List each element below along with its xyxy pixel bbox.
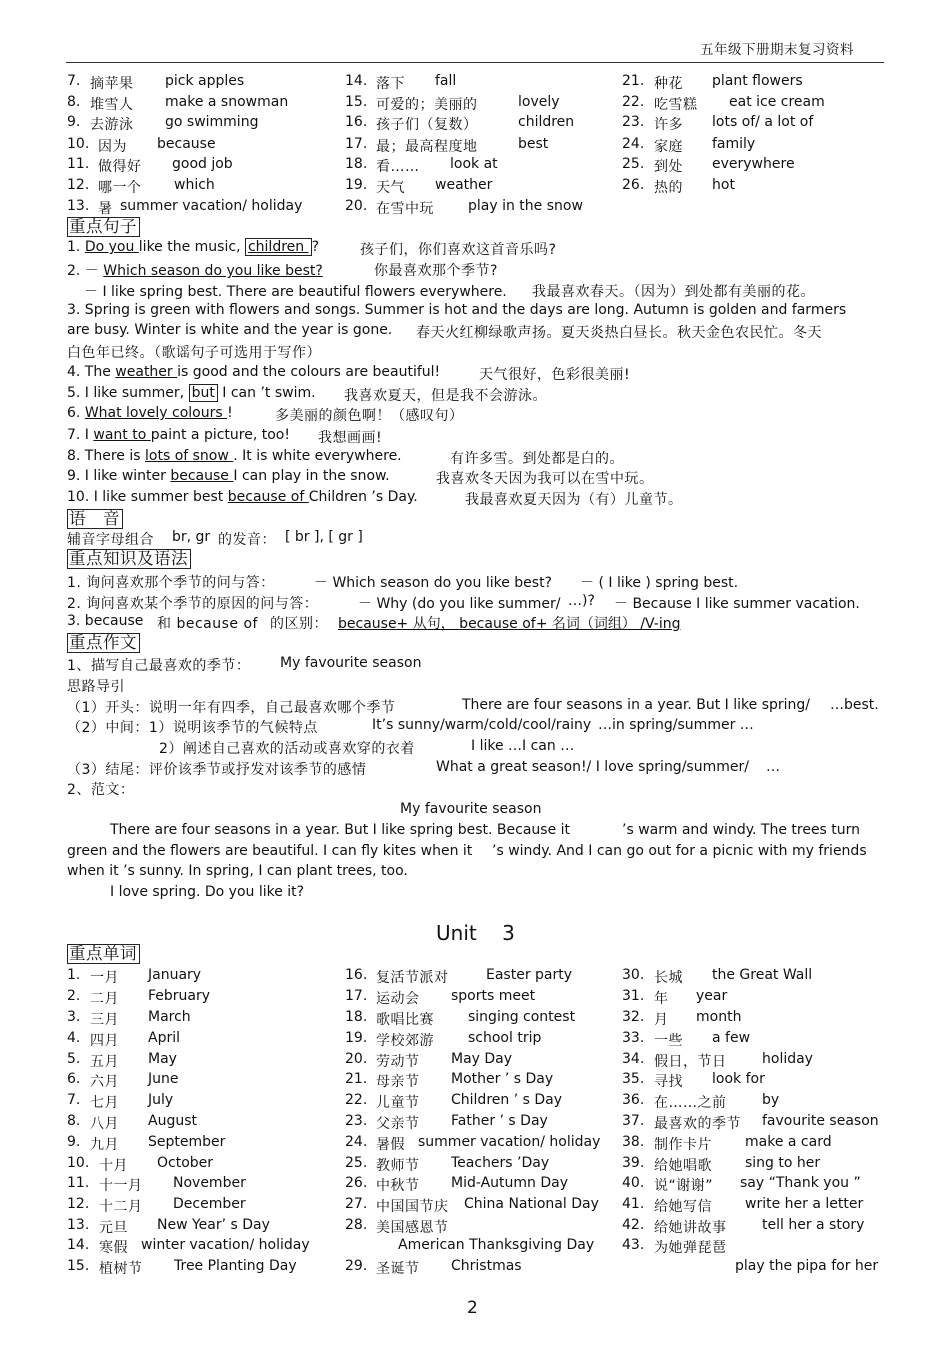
sentence-6-translation: 多美丽的颜色啊！（感叹句） xyxy=(275,408,464,424)
list-item-number: 42. xyxy=(622,1217,645,1233)
list-item-number: 27. xyxy=(345,1196,368,1212)
list-item-chinese: 中国国节庆 xyxy=(376,1199,449,1215)
list-item-chinese: 月 xyxy=(654,1012,669,1028)
blank-answer: but xyxy=(189,384,218,402)
list-item-chinese: 落下 xyxy=(376,76,405,92)
writing-task-label: 1、描写自己最喜欢的季节： xyxy=(67,658,251,674)
list-item-number: 16. xyxy=(345,967,368,983)
list-item-chinese: 家庭 xyxy=(654,139,683,155)
list-item-english: summer vacation/ holiday xyxy=(418,1134,601,1150)
sentence-2-answer: － I like spring best. There are beautiful flowers everywhere. xyxy=(84,284,507,300)
list-item-english: lots of/ a lot of xyxy=(712,114,814,130)
list-item-number: 2. xyxy=(67,988,81,1004)
list-item-number: 3. xyxy=(67,1009,81,1025)
list-item-chinese: 看…… xyxy=(376,159,420,175)
list-item-number: 14. xyxy=(67,1237,90,1253)
list-item-chinese: 中秋节 xyxy=(376,1178,420,1194)
list-item-english: February xyxy=(148,988,211,1004)
sentence-2-answer-translation: 我最喜欢春天。（因为）到处都有美丽的花。 xyxy=(532,284,815,300)
list-item-number: 24. xyxy=(622,136,645,152)
list-item-number: 6. xyxy=(67,1071,81,1087)
list-item-chinese: 长城 xyxy=(654,970,683,986)
list-item-english: summer vacation/ holiday xyxy=(120,198,303,214)
text: 1. xyxy=(67,239,85,255)
list-item-english: winter vacation/ holiday xyxy=(141,1237,310,1253)
sentence-2-translation: 你最喜欢那个季节? xyxy=(374,263,498,279)
text: like the music, xyxy=(138,239,245,255)
sentence-2 xyxy=(67,260,363,280)
sentence-3-translation: 春天火红柳绿歌声扬。夏天炎热白昼长。秋天金色农民忙。冬天 xyxy=(416,325,822,341)
list-item-english: New Year’ s Day xyxy=(157,1217,270,1233)
text: 4. The xyxy=(67,364,116,380)
list-item-number: 10. xyxy=(67,1155,90,1171)
list-item-number: 16. xyxy=(345,114,368,130)
list-item-chinese: 八月 xyxy=(90,1116,119,1132)
list-item-number: 40. xyxy=(622,1175,645,1191)
phonics-label: 的发音： xyxy=(218,532,276,548)
list-item-number: 7. xyxy=(67,1092,81,1108)
list-item-chinese: 元旦 xyxy=(99,1220,128,1236)
list-item-number: 19. xyxy=(345,177,368,193)
list-item-english: sing to her xyxy=(745,1155,821,1171)
list-item-chinese: 五月 xyxy=(90,1054,119,1070)
list-item-number: 26. xyxy=(622,177,645,193)
page-number: 2 xyxy=(467,1298,478,1318)
list-item-chinese: 四月 xyxy=(90,1033,119,1049)
grammar-item-1-answer: － ( I like ) spring best. xyxy=(580,575,739,591)
sentence-3-line1: 3. Spring is green with flowers and songs. Summer is hot and the days are long. Autumn is golden and farmers xyxy=(67,302,847,318)
list-item-chinese: 歌唱比赛 xyxy=(376,1012,434,1028)
list-item-chinese: 寻找 xyxy=(654,1074,683,1090)
sentence-10 xyxy=(67,489,418,505)
list-item-english: March xyxy=(148,1009,191,1025)
list-item-english: Children ’ s Day xyxy=(451,1092,562,1108)
list-item-english: Christmas xyxy=(451,1258,522,1274)
sentence-6 xyxy=(67,405,233,421)
list-item-number: 14. xyxy=(345,73,368,89)
list-item-english: hot xyxy=(712,177,735,193)
list-item-chinese: 运动会 xyxy=(376,991,420,1007)
list-item-number: 11. xyxy=(67,1175,90,1191)
list-item-chinese: 天气 xyxy=(376,180,405,196)
list-item-english: good job xyxy=(172,156,233,172)
writing-guide-example: … xyxy=(766,759,780,775)
list-item-chinese: 做得好 xyxy=(98,159,142,175)
model-essay-label: 2、范文： xyxy=(67,782,135,798)
sentence-8-translation: 有许多雪。到处都是白的。 xyxy=(450,451,624,467)
list-item-chinese: 摘苹果 xyxy=(90,76,134,92)
writing-guide-label: 思路导引 xyxy=(67,679,125,695)
list-item-english: lovely xyxy=(518,94,560,110)
writing-guide-step: （1）开头：说明一年有四季，自己最喜欢哪个季节 xyxy=(67,700,396,716)
sentence-5 xyxy=(67,385,316,401)
list-item-english: write her a letter xyxy=(745,1196,864,1212)
sentence-9-translation: 我喜欢冬天因为我可以在雪中玩。 xyxy=(436,471,654,487)
grammar-item-1-question: － Which season do you like best? xyxy=(314,575,552,591)
list-item-english: children xyxy=(518,114,575,130)
text: ? xyxy=(311,239,320,255)
list-item-chinese: 年 xyxy=(654,991,669,1007)
list-item-chinese: 九月 xyxy=(90,1137,119,1153)
list-item-chinese: 许多 xyxy=(654,117,683,133)
list-item-chinese: 圣诞节 xyxy=(376,1261,420,1277)
list-item-chinese: 可爱的；美丽的 xyxy=(376,97,478,113)
list-item-english: pick apples xyxy=(165,73,245,89)
sentence-4 xyxy=(67,364,440,380)
sentence-8 xyxy=(67,448,402,464)
list-item-english: make a snowman xyxy=(165,94,289,110)
writing-guide-example: …in spring/summer … xyxy=(598,717,754,733)
list-item-number: 19. xyxy=(345,1030,368,1046)
list-item-english: Teachers ’Day xyxy=(451,1155,550,1171)
text: I can ’t swim. xyxy=(217,385,316,401)
sentence-1 xyxy=(67,239,319,255)
list-item-number: 5. xyxy=(67,1051,81,1067)
sentence-3-line2: are busy. Winter is white and the year is gone. xyxy=(67,322,393,338)
model-essay-text: ’s windy. And I can go out for a picnic with my friends xyxy=(492,843,867,859)
list-item-english: the Great Wall xyxy=(712,967,813,983)
text: 10. I like summer best xyxy=(67,489,228,505)
list-item-chinese: 制作卡片 xyxy=(654,1137,712,1153)
list-item-number: 4. xyxy=(67,1030,81,1046)
list-item-english: say “Thank you ” xyxy=(740,1175,861,1191)
list-item-number: 23. xyxy=(622,114,645,130)
list-item-english: weather xyxy=(435,177,493,193)
writing-task-title: My favourite season xyxy=(280,655,422,671)
writing-guide-step: （2）中间：1）说明该季节的气候特点 xyxy=(67,720,318,736)
blank-answer: weather xyxy=(115,364,178,380)
text: is good and the colours are beautiful! xyxy=(177,364,441,380)
list-item-chinese: 堆雪人 xyxy=(90,97,134,113)
list-item-chinese: 孩子们（复数） xyxy=(376,117,478,133)
list-item-chinese: 暑假 xyxy=(376,1137,405,1153)
list-item-english: go swimming xyxy=(165,114,259,130)
writing-guide-example: What a great season!/ I love spring/summer/ xyxy=(436,759,749,775)
writing-guide-example: There are four seasons in a year. But I like spring/ xyxy=(462,697,811,713)
list-item-chinese: 儿童节 xyxy=(376,1095,420,1111)
list-item-english: holiday xyxy=(762,1051,813,1067)
list-item-chinese: 教师节 xyxy=(376,1158,420,1174)
text: 9. I like winter xyxy=(67,468,171,484)
grammar-item-2-question: － Why (do you like summer/ xyxy=(358,596,561,612)
blank-answer: because xyxy=(170,468,234,484)
list-item-english: singing contest xyxy=(468,1009,576,1025)
text: 7. I xyxy=(67,427,94,443)
model-essay-text: ’s warm and windy. The trees turn xyxy=(622,822,861,838)
list-item-english: May Day xyxy=(451,1051,513,1067)
list-item-number: 8. xyxy=(67,1113,81,1129)
sentence-4-translation: 天气很好，色彩很美丽! xyxy=(479,367,631,383)
list-item-english: plant flowers xyxy=(712,73,803,89)
list-item-chinese: 美国感恩节 xyxy=(376,1220,449,1236)
list-item-number: 38. xyxy=(622,1134,645,1150)
grammar-item-3-label: 3. because xyxy=(67,613,144,629)
list-item-chinese: 十二月 xyxy=(99,1199,143,1215)
list-item-english: fall xyxy=(435,73,457,89)
list-item-chinese: 二月 xyxy=(90,991,119,1007)
list-item-english: by xyxy=(762,1092,780,1108)
list-item-number: 24. xyxy=(345,1134,368,1150)
list-item-number: 35. xyxy=(622,1071,645,1087)
list-item-chinese: 一月 xyxy=(90,970,119,986)
list-item-number: 25. xyxy=(345,1155,368,1171)
list-item-english: school trip xyxy=(468,1030,542,1046)
phonics-sounds: [ br ], [ gr ] xyxy=(285,529,363,545)
list-item-chinese: 六月 xyxy=(90,1074,119,1090)
writing-guide-step: （3）结尾：评价该季节或抒发对该季节的感情 xyxy=(67,762,367,778)
list-item-english: best xyxy=(518,136,549,152)
list-item-chinese: 为她弹琵琶 xyxy=(654,1240,727,1256)
writing-guide-example: …best. xyxy=(830,697,879,713)
text: 6. xyxy=(67,405,85,421)
list-item-chinese: 在……之前 xyxy=(654,1095,727,1111)
model-essay-text: There are four seasons in a year. But I like spring best. Because it xyxy=(110,822,571,838)
list-item-chinese: 最；最高程度地 xyxy=(376,139,478,155)
list-item-english: June xyxy=(148,1071,179,1087)
list-item-english: May xyxy=(148,1051,177,1067)
text: 8. There is xyxy=(67,448,145,464)
list-item-number: 22. xyxy=(345,1092,368,1108)
grammar-item-3-label: 和 because of xyxy=(157,616,258,632)
section-heading-words: 重点单词 xyxy=(67,944,140,964)
section-heading-grammar: 重点知识及语法 xyxy=(67,549,191,569)
text: I can play in the snow. xyxy=(233,468,390,484)
list-item-english: family xyxy=(712,136,756,152)
text: Children ’s Day. xyxy=(308,489,418,505)
list-item-english: make a card xyxy=(745,1134,832,1150)
list-item-chinese: 三月 xyxy=(90,1012,119,1028)
list-item-english: October xyxy=(157,1155,214,1171)
text: 2. － xyxy=(67,263,104,279)
text: 5. I like summer, xyxy=(67,385,189,401)
sentence-7-translation: 我想画画! xyxy=(318,430,383,446)
header-rule xyxy=(66,62,884,63)
list-item-chinese: 说“谢谢” xyxy=(654,1178,714,1194)
list-item-english: favourite season xyxy=(762,1113,879,1129)
list-item-number: 32. xyxy=(622,1009,645,1025)
list-item-english: China National Day xyxy=(464,1196,599,1212)
list-item-english: look for xyxy=(712,1071,765,1087)
blank-answer: want to xyxy=(93,427,151,443)
list-item-chinese: 到处 xyxy=(654,159,683,175)
list-item-number: 15. xyxy=(67,1258,90,1274)
model-essay-title: My favourite season xyxy=(400,801,542,817)
list-item-chinese: 吃雪糕 xyxy=(654,97,698,113)
list-item-english: Mid-Autumn Day xyxy=(451,1175,569,1191)
sentence-1-translation: 孩子们，你们喜欢这首音乐吗? xyxy=(360,242,557,258)
sentence-7 xyxy=(67,427,290,443)
list-item-english: everywhere xyxy=(712,156,795,172)
sentence-5-translation: 我喜欢夏天，但是我不会游泳。 xyxy=(344,388,547,404)
list-item-number: 17. xyxy=(345,136,368,152)
section-heading-phonics: 语 音 xyxy=(67,509,123,529)
list-item-chinese: 一些 xyxy=(654,1033,683,1049)
sentence-3-translation-cont: 白色年已终。（歌谣句子可选用于写作） xyxy=(67,345,321,361)
blank-answer: lots of snow xyxy=(145,448,234,464)
list-item-english: January xyxy=(148,967,202,983)
list-item-chinese: 给她唱歌 xyxy=(654,1158,712,1174)
list-item-number: 43. xyxy=(622,1237,645,1253)
list-item-chinese: 热的 xyxy=(654,180,683,196)
list-item-english: look at xyxy=(450,156,498,172)
list-item-number: 21. xyxy=(622,73,645,89)
grammar-item-2-question-end: …)? xyxy=(568,593,595,609)
list-item-english: American Thanksgiving Day xyxy=(398,1237,595,1253)
list-item-english: Tree Planting Day xyxy=(174,1258,297,1274)
list-item-chinese: 十月 xyxy=(99,1158,128,1174)
list-item-number: 9. xyxy=(67,114,81,130)
list-item-chinese: 暑 xyxy=(98,201,113,217)
section-heading-writing: 重点作文 xyxy=(67,633,140,653)
list-item-english: tell her a story xyxy=(762,1217,865,1233)
list-item-english: Mother ’ s Day xyxy=(451,1071,554,1087)
list-item-chinese: 去游泳 xyxy=(90,117,134,133)
list-item-number: 12. xyxy=(67,177,90,193)
list-item-chinese: 给她讲故事 xyxy=(654,1220,727,1236)
list-item-number: 9. xyxy=(67,1134,81,1150)
list-item-number: 33. xyxy=(622,1030,645,1046)
list-item-english: which xyxy=(174,177,215,193)
list-item-chinese: 最喜欢的季节 xyxy=(654,1116,741,1132)
grammar-item-3-label: 的区别： xyxy=(270,616,328,632)
model-essay-text: I love spring. Do you like it? xyxy=(110,884,305,900)
list-item-number: 17. xyxy=(345,988,368,1004)
list-item-number: 13. xyxy=(67,198,90,214)
list-item-chinese: 父亲节 xyxy=(376,1116,420,1132)
writing-guide-example: I like …I can … xyxy=(471,738,575,754)
list-item-english: a few xyxy=(712,1030,751,1046)
list-item-number: 25. xyxy=(622,156,645,172)
phonics-letters: br, gr xyxy=(172,529,211,545)
blank-answer: Which season do you like best? xyxy=(103,263,323,279)
list-item-number: 18. xyxy=(345,1009,368,1025)
list-item-number: 21. xyxy=(345,1071,368,1087)
list-item-number: 15. xyxy=(345,94,368,110)
list-item-chinese: 母亲节 xyxy=(376,1074,420,1090)
list-item-number: 23. xyxy=(345,1113,368,1129)
blank-answer: Do you xyxy=(84,239,139,255)
list-item-english: Easter party xyxy=(486,967,573,983)
list-item-number: 34. xyxy=(622,1051,645,1067)
model-essay-text: when it ’s sunny. In spring, I can plant trees, too. xyxy=(67,863,408,879)
grammar-item-2-answer: － Because I like summer vacation. xyxy=(614,596,860,612)
list-item-chinese: 复活节派对 xyxy=(376,970,449,986)
list-item-number: 26. xyxy=(345,1175,368,1191)
model-essay-text: green and the flowers are beautiful. I can fly kites when it xyxy=(67,843,473,859)
list-item-number: 10. xyxy=(67,136,90,152)
sentence-10-translation: 我最喜欢夏天因为（有）儿童节。 xyxy=(465,492,683,508)
phonics-label: 辅音字母组合 xyxy=(67,532,154,548)
blank-answer: because of xyxy=(227,489,309,505)
list-item-chinese: 哪一个 xyxy=(98,180,142,196)
section-heading-sentences: 重点句子 xyxy=(67,217,140,237)
list-item-chinese: 在雪中玩 xyxy=(376,201,434,217)
list-item-english: April xyxy=(148,1030,180,1046)
list-item-chinese: 七月 xyxy=(90,1095,119,1111)
text: ! xyxy=(227,405,233,421)
list-item-english: September xyxy=(148,1134,226,1150)
header-title: 五年级下册期末复习资料 xyxy=(700,42,854,58)
list-item-chinese: 植树节 xyxy=(99,1261,143,1277)
blank-answer: children xyxy=(245,238,312,256)
list-item-english: play in the snow xyxy=(468,198,583,214)
blank-answer: What lovely colours xyxy=(84,405,228,421)
list-item-number: 13. xyxy=(67,1217,90,1233)
list-item-chinese: 学校郊游 xyxy=(376,1033,434,1049)
list-item-number: 28. xyxy=(345,1217,368,1233)
text: paint a picture, too! xyxy=(150,427,290,443)
list-item-english: sports meet xyxy=(451,988,536,1004)
writing-guide-example: It’s sunny/warm/cold/cool/rainy xyxy=(372,717,592,733)
list-item-english: July xyxy=(148,1092,174,1108)
list-item-chinese: 因为 xyxy=(98,139,127,155)
unit-title: Unit 3 xyxy=(436,921,515,945)
grammar-item-1-label: 1. 询问喜欢那个季节的问与答： xyxy=(67,575,275,591)
grammar-item-2-label: 2. 询问喜欢某个季节的原因的问与答： xyxy=(67,596,319,612)
list-item-chinese: 假日，节日 xyxy=(654,1054,727,1070)
list-item-english: year xyxy=(696,988,728,1004)
list-item-number: 31. xyxy=(622,988,645,1004)
list-item-chinese: 劳动节 xyxy=(376,1054,420,1070)
sentence-9 xyxy=(67,468,390,484)
list-item-english: play the pipa for her xyxy=(735,1258,879,1274)
list-item-number: 22. xyxy=(622,94,645,110)
grammar-item-3-rule: because+ 从句， because of+ 名词（词组） /V-ing xyxy=(338,616,681,632)
list-item-number: 39. xyxy=(622,1155,645,1171)
writing-guide-step: 2）阐述自己喜欢的活动或喜欢穿的衣着 xyxy=(159,741,415,757)
list-item-number: 29. xyxy=(345,1258,368,1274)
list-item-number: 20. xyxy=(345,198,368,214)
text: . It is white everywhere. xyxy=(233,448,402,464)
list-item-number: 8. xyxy=(67,94,81,110)
list-item-chinese: 十一月 xyxy=(99,1178,143,1194)
list-item-number: 41. xyxy=(622,1196,645,1212)
list-item-number: 7. xyxy=(67,73,81,89)
list-item-english: eat ice cream xyxy=(729,94,825,110)
list-item-number: 20. xyxy=(345,1051,368,1067)
list-item-chinese: 给她写信 xyxy=(654,1199,712,1215)
list-item-number: 1. xyxy=(67,967,81,983)
list-item-english: November xyxy=(173,1175,246,1191)
list-item-number: 30. xyxy=(622,967,645,983)
list-item-number: 36. xyxy=(622,1092,645,1108)
list-item-english: August xyxy=(148,1113,197,1129)
list-item-english: month xyxy=(696,1009,742,1025)
list-item-english: December xyxy=(173,1196,246,1212)
list-item-chinese: 寒假 xyxy=(99,1240,128,1256)
list-item-number: 11. xyxy=(67,156,90,172)
list-item-chinese: 种花 xyxy=(654,76,683,92)
list-item-number: 12. xyxy=(67,1196,90,1212)
list-item-number: 37. xyxy=(622,1113,645,1129)
list-item-number: 18. xyxy=(345,156,368,172)
list-item-english: Father ’ s Day xyxy=(451,1113,548,1129)
list-item-english: because xyxy=(157,136,216,152)
